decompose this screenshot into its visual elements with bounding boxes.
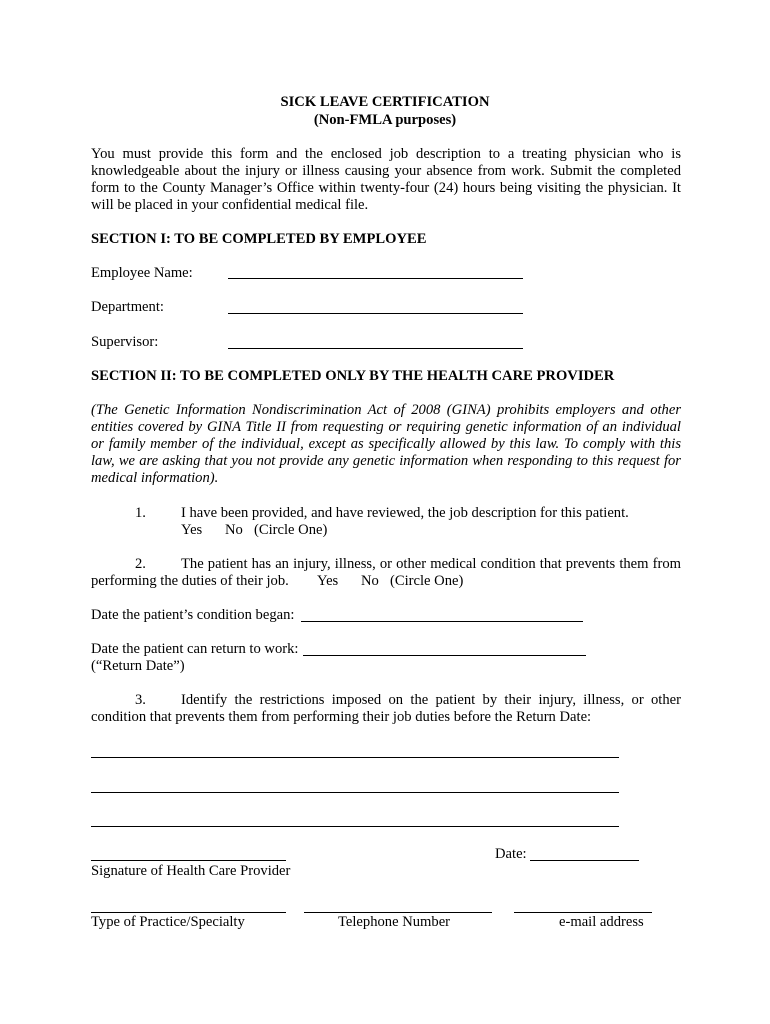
- section2-heading: SECTION II: TO BE COMPLETED ONLY BY THE HEALTH CARE PROVIDER: [91, 368, 615, 384]
- q3-text-line2: condition that prevents them from performing their job duties before the Return Date:: [91, 709, 592, 725]
- telephone-field[interactable]: [304, 912, 492, 913]
- date-field[interactable]: [530, 860, 639, 861]
- q1-yes-option[interactable]: Yes: [181, 522, 203, 538]
- practice-field[interactable]: [91, 912, 286, 913]
- q2-number: 2.: [135, 556, 146, 572]
- date-label: Date:: [495, 846, 527, 862]
- signature-field[interactable]: [91, 860, 286, 861]
- q1-no-option[interactable]: No: [225, 522, 243, 538]
- signature-label: Signature of Health Care Provider: [91, 863, 291, 879]
- department-field[interactable]: [228, 313, 523, 314]
- q3-text-line1: Identify the restrictions imposed on the patient by their injury, illness, or other: [181, 692, 681, 708]
- q2-yes-option[interactable]: Yes: [317, 573, 339, 589]
- form-title: SICK LEAVE CERTIFICATION: [280, 94, 490, 110]
- restrictions-line-3[interactable]: [91, 826, 619, 827]
- supervisor-label: Supervisor:: [91, 334, 159, 350]
- q2-text-line1: The patient has an injury, illness, or other medical condition that prevents them from: [181, 556, 681, 572]
- q2-circle-note: (Circle One): [390, 573, 464, 589]
- intro-paragraph: You must provide this form and the enclosed job description to a treating physician who is knowledgeable about the injury or illness causing your absence from work. Submit the completed form to the County Manager’s Office within twenty-four (24) hours being visiting the physician. It will be placed in your confidential medical file.: [91, 146, 681, 213]
- supervisor-field[interactable]: [228, 348, 523, 349]
- q1-number: 1.: [135, 505, 146, 521]
- form-subtitle: (Non-FMLA purposes): [313, 112, 457, 128]
- q1-circle-note: (Circle One): [254, 522, 328, 538]
- restrictions-line-1[interactable]: [91, 757, 619, 758]
- date-return-label: Date the patient can return to work:: [91, 641, 299, 657]
- q2-text-line2: performing the duties of their job.: [91, 573, 289, 589]
- gina-notice: (The Genetic Information Nondiscrimination Act of 2008 (GINA) prohibits employers and other entities covered by GINA Title II from requesting or requiring genetic information of an individual or family member of the individual, except as specifically allowed by this law. To comply with this law, we are asking that you not provide any genetic information when responding to this request for medical information).: [91, 402, 681, 486]
- q1-text: I have been provided, and have reviewed, the job description for this patient.: [181, 505, 629, 521]
- email-field[interactable]: [514, 912, 652, 913]
- date-return-field[interactable]: [303, 655, 586, 656]
- q2-no-option[interactable]: No: [361, 573, 379, 589]
- q3-number: 3.: [135, 692, 146, 708]
- employee-name-field[interactable]: [228, 278, 523, 279]
- date-began-label: Date the patient’s condition began:: [91, 607, 295, 623]
- employee-name-label: Employee Name:: [91, 265, 193, 281]
- return-date-note: (“Return Date”): [91, 658, 185, 674]
- date-began-field[interactable]: [301, 621, 583, 622]
- telephone-label: Telephone Number: [338, 914, 451, 930]
- email-label: e-mail address: [559, 914, 644, 930]
- section1-heading: SECTION I: TO BE COMPLETED BY EMPLOYEE: [91, 231, 427, 247]
- practice-label: Type of Practice/Specialty: [91, 914, 245, 930]
- restrictions-line-2[interactable]: [91, 792, 619, 793]
- department-label: Department:: [91, 299, 164, 315]
